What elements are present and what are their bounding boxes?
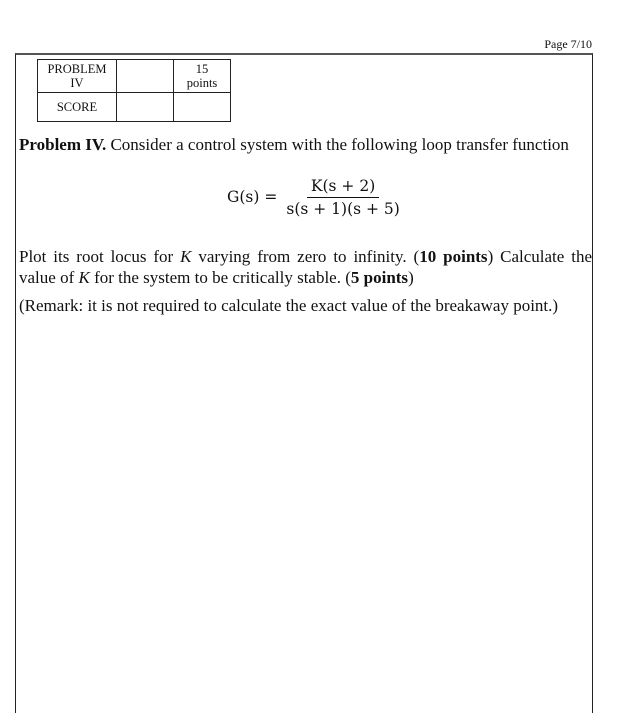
task-plot-prefix: Plot its root locus for (19, 247, 181, 266)
task-calc-prefix: ) Calculate the value of (19, 247, 593, 287)
score-table-row-score (38, 93, 231, 122)
task-plot-var: K (180, 247, 192, 266)
score-table-row-problem (38, 60, 231, 93)
score-table (37, 59, 231, 122)
problem-intro-text: Consider a control system with the following loop transfer function (110, 135, 569, 154)
points-value: 15 (195, 62, 209, 76)
problem-label-cell (38, 60, 117, 93)
problem-label-line1: PROBLEM (47, 62, 107, 76)
task-calc-suffix: for the system to be critically stable. ( (89, 268, 351, 287)
task-text (19, 246, 592, 288)
formula-denominator: s(s + 1)(s + 5) (286, 199, 400, 218)
score-blank-cell-2 (174, 93, 231, 122)
task-plot-suffix: varying from zero to infinity. ( (191, 247, 420, 266)
formula-numerator: K(s + 2) (307, 177, 379, 198)
task-calc-points: 5 points (350, 268, 409, 287)
score-blank-cell (117, 93, 174, 122)
formula-fraction (282, 177, 403, 218)
points-cell (174, 60, 231, 93)
score-label-cell: SCORE (38, 93, 117, 122)
score-entry-cell (117, 60, 174, 93)
points-unit: points (186, 76, 218, 90)
problem-heading: Problem IV. (19, 135, 107, 154)
problem-intro (19, 134, 592, 155)
page-number: Page 7/10 (544, 37, 592, 51)
transfer-function-formula (227, 175, 404, 219)
problem-label-line2: IV (70, 76, 84, 90)
task-close: ) (408, 268, 414, 287)
task-plot-points: 10 points (419, 247, 488, 266)
task-calc-var: K (78, 268, 90, 287)
remark-text: (Remark: it is not required to calculate the exact value of the breakaway point.) (19, 296, 559, 315)
formula-lhs: G(s) = (227, 188, 278, 206)
